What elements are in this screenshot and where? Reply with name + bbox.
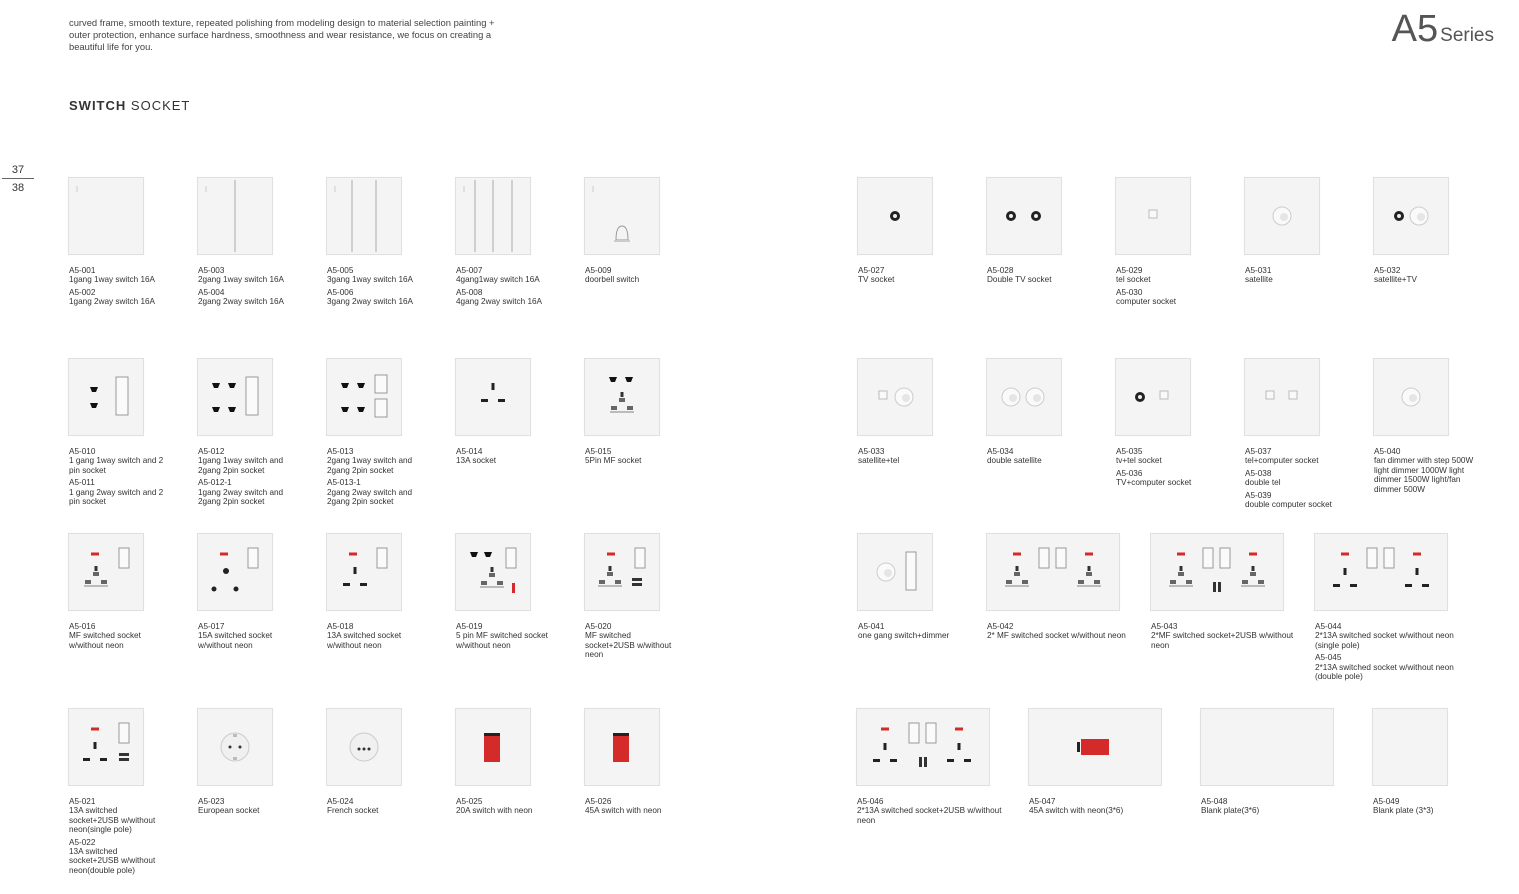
20a-switch-neon-plate	[455, 708, 531, 786]
2x-13a-switched-plate	[1314, 533, 1448, 611]
blank-plate-3x3-plate	[1372, 708, 1448, 786]
product-name: fan dimmer with step 500W light dimmer 1000W light dimmer 1500W light/fan dimmer 500W	[1374, 456, 1474, 494]
product-name: satellite+tel	[858, 456, 900, 466]
switch-2gang-plate	[197, 177, 273, 255]
product-name: 1 gang 1way switch and 2 pin socket	[69, 456, 164, 475]
section-title-light: SOCKET	[130, 98, 191, 113]
15a-switched-socket-icon	[198, 534, 272, 610]
doorbell-switch-icon	[585, 178, 659, 254]
european-socket-icon	[198, 709, 272, 785]
product-code: A5-030	[1116, 287, 1143, 297]
product-name: double tel	[1245, 478, 1281, 488]
mf-switched-usb-plate	[584, 533, 660, 611]
mf-switched-socket-plate	[68, 533, 144, 611]
product-name: 2*MF switched socket+2USB w/without neon	[1151, 631, 1294, 650]
product-name: 13A socket	[456, 456, 497, 466]
45a-switch-neon-3x6-plate	[1028, 708, 1162, 786]
product-description	[69, 622, 164, 653]
product-code: A5-027	[858, 266, 885, 275]
product-name: MF switched socket+2USB w/without neon	[585, 631, 672, 660]
product-description	[585, 797, 680, 819]
page-number-top: 37	[11, 164, 25, 176]
product-name: satellite+TV	[1374, 275, 1418, 285]
product-name: 2* MF switched socket w/without neon	[987, 631, 1126, 641]
product-name: 2gang 1way switch and 2gang 2pin socket	[327, 456, 413, 475]
double-tv-socket-icon	[987, 178, 1061, 254]
product-description	[456, 266, 551, 310]
product-code: A5-045	[1315, 653, 1342, 663]
product-code: A5-028	[987, 266, 1014, 275]
product-description	[327, 797, 422, 819]
product-name: Double TV socket	[987, 275, 1052, 285]
product-description	[987, 622, 1137, 644]
product-description	[1116, 447, 1211, 491]
blank-plate-3x3-icon	[1373, 709, 1447, 785]
product-description	[327, 622, 422, 653]
product-name: tel+computer socket	[1245, 456, 1319, 466]
switch-2gang-icon	[198, 178, 272, 254]
product-description	[585, 447, 680, 469]
french-socket-plate	[326, 708, 402, 786]
product-name: MF switched socket w/without neon	[69, 631, 141, 650]
page-number-divider	[2, 178, 34, 179]
product-code: A5-039	[1245, 490, 1272, 500]
product-name: 2gang 1way switch 16A	[198, 275, 285, 285]
5pin-mf-switched-icon	[456, 534, 530, 610]
product-description	[198, 447, 293, 509]
product-description	[69, 797, 164, 878]
product-name: 45A switch with neon	[585, 806, 662, 816]
product-description	[1245, 266, 1340, 288]
2x-mf-switched-usb-icon	[1151, 534, 1283, 610]
13a-socket-icon	[456, 359, 530, 435]
product-name: 1gang 1way switch 16A	[69, 275, 156, 285]
product-name: tv+tel socket	[1116, 456, 1162, 466]
product-code: A5-013-1	[327, 478, 361, 488]
product-name: 3gang 1way switch 16A	[327, 275, 414, 285]
product-code: A5-042	[987, 622, 1014, 631]
satellite-tel-socket-plate	[857, 358, 933, 436]
product-name: computer socket	[1116, 297, 1177, 307]
product-code: A5-019	[456, 622, 483, 631]
15a-switched-socket-plate	[197, 533, 273, 611]
product-name: 1gang 1way switch and 2gang 2pin socket	[198, 456, 284, 475]
2x-mf-switched-plate	[986, 533, 1120, 611]
product-description	[858, 266, 953, 288]
product-name: European socket	[198, 806, 260, 816]
product-code: A5-013	[327, 447, 354, 456]
45a-switch-neon-icon	[585, 709, 659, 785]
product-code: A5-018	[327, 622, 354, 631]
product-code: A5-040	[1374, 447, 1401, 456]
switch-4gang-icon	[456, 178, 530, 254]
switch-dimmer-plate	[857, 533, 933, 611]
tel-computer-socket-plate	[1244, 358, 1320, 436]
product-name: doorbell switch	[585, 275, 640, 285]
product-code: A5-046	[857, 797, 884, 806]
product-code: A5-047	[1029, 797, 1056, 806]
european-socket-plate	[197, 708, 273, 786]
product-code: A5-014	[456, 447, 483, 456]
switch-4gang-plate	[455, 177, 531, 255]
product-description	[198, 797, 293, 819]
product-description	[1151, 622, 1301, 653]
product-code: A5-003	[198, 266, 225, 275]
tv-socket-icon	[858, 178, 932, 254]
product-description	[987, 447, 1082, 469]
product-description	[456, 447, 551, 469]
product-name: tel socket	[1116, 275, 1151, 285]
product-name: satellite	[1245, 275, 1273, 285]
product-code: A5-011	[69, 478, 95, 488]
blank-plate-3x6-plate	[1200, 708, 1334, 786]
product-description	[857, 797, 1007, 828]
product-name: double computer socket	[1245, 500, 1332, 510]
20a-switch-neon-icon	[456, 709, 530, 785]
product-code: A5-037	[1245, 447, 1272, 456]
13a-switched-socket-plate	[326, 533, 402, 611]
product-description	[456, 622, 551, 653]
satellite-socket-icon	[1245, 178, 1319, 254]
dimmer-socket-icon	[1374, 359, 1448, 435]
satellite-tv-socket-icon	[1374, 178, 1448, 254]
switch-3gang-plate	[326, 177, 402, 255]
mf-switched-usb-icon	[585, 534, 659, 610]
product-code: A5-012-1	[198, 478, 232, 488]
product-description	[1373, 797, 1468, 819]
switch2-2gang-2pin-plate	[326, 358, 402, 436]
product-code: A5-017	[198, 622, 225, 631]
5pin-mf-socket-icon	[585, 359, 659, 435]
satellite-socket-plate	[1244, 177, 1320, 255]
product-name: Blank plate(3*6)	[1201, 806, 1260, 816]
product-code: A5-043	[1151, 622, 1178, 631]
switch-2pin-socket-plate	[68, 358, 144, 436]
switch-2gang-2pin-plate	[197, 358, 273, 436]
2x-mf-switched-icon	[987, 534, 1119, 610]
13a-switched-socket-icon	[327, 534, 401, 610]
product-name: 15A switched socket w/without neon	[198, 631, 273, 650]
product-code: A5-020	[585, 622, 612, 631]
product-name: 2gang 2way switch and 2gang 2pin socket	[327, 487, 413, 507]
product-name: 20A switch with neon	[456, 806, 533, 816]
page-numbers	[2, 164, 34, 194]
product-name: 4gang 2way switch 16A	[456, 297, 543, 307]
product-code: A5-026	[585, 797, 612, 806]
product-description	[987, 266, 1082, 288]
13a-switched-usb-icon	[69, 709, 143, 785]
product-code: A5-010	[69, 447, 96, 456]
45a-switch-neon-plate	[584, 708, 660, 786]
product-description	[1116, 266, 1211, 310]
product-description	[327, 266, 422, 310]
product-name: 5Pin MF socket	[585, 456, 642, 466]
product-description	[858, 447, 953, 469]
product-description	[198, 622, 293, 653]
product-name: 13A switched socket w/without neon	[327, 631, 402, 650]
tel-socket-plate	[1115, 177, 1191, 255]
product-description	[1201, 797, 1351, 819]
product-description	[456, 797, 551, 819]
product-description	[69, 447, 164, 509]
page-number-bottom: 38	[11, 182, 25, 194]
product-name: one gang switch+dimmer	[858, 631, 950, 641]
product-name: 1gang 2way switch and 2gang 2pin socket	[198, 487, 284, 507]
13a-socket-plate	[455, 358, 531, 436]
product-code: A5-022	[69, 837, 96, 847]
product-code: A5-035	[1116, 447, 1143, 456]
product-name: French socket	[327, 806, 379, 816]
product-code: A5-036	[1116, 468, 1143, 478]
5pin-mf-socket-plate	[584, 358, 660, 436]
product-name: 5 pin MF switched socket w/without neon	[456, 631, 548, 650]
tv-tel-socket-plate	[1115, 358, 1191, 436]
switch-1gang-plate	[68, 177, 144, 255]
product-description	[585, 266, 680, 288]
double-tv-socket-plate	[986, 177, 1062, 255]
product-code: A5-015	[585, 447, 612, 456]
product-name: 1 gang 2way switch and 2 pin socket	[69, 487, 164, 507]
product-code: A5-016	[69, 622, 96, 631]
product-name: 2gang 2way switch 16A	[198, 297, 285, 307]
product-code: A5-012	[198, 447, 225, 456]
product-description	[1245, 447, 1340, 512]
tel-computer-socket-icon	[1245, 359, 1319, 435]
product-description	[1374, 447, 1474, 497]
series-code: A5	[1391, 8, 1439, 50]
2x-13a-switched-icon	[1315, 534, 1447, 610]
switch-2pin-socket-icon	[69, 359, 143, 435]
45a-switch-neon-3x6-icon	[1029, 709, 1161, 785]
5pin-mf-switched-plate	[455, 533, 531, 611]
product-name: 2*13A switched socket+2USB w/without neon	[857, 806, 1002, 825]
product-name: Blank plate (3*3)	[1373, 806, 1434, 816]
product-code: A5-002	[69, 287, 96, 297]
13a-switched-usb-plate	[68, 708, 144, 786]
product-code: A5-005	[327, 266, 354, 275]
product-code: A5-034	[987, 447, 1014, 456]
product-name: 2*13A switched socket w/without neon (single pole)	[1315, 631, 1454, 650]
product-name: 45A switch with neon(3*6)	[1029, 806, 1124, 816]
2x-13a-switched-usb-plate	[856, 708, 990, 786]
product-name: double satellite	[987, 456, 1042, 466]
product-name: 13A switched socket+2USB w/without neon(single pole)	[69, 806, 156, 835]
mf-switched-socket-icon	[69, 534, 143, 610]
product-name: TV+computer socket	[1116, 478, 1192, 488]
product-description	[858, 622, 953, 644]
french-socket-icon	[327, 709, 401, 785]
product-description	[1029, 797, 1179, 819]
product-description	[198, 266, 293, 310]
switch2-2gang-2pin-icon	[327, 359, 401, 435]
product-code: A5-044	[1315, 622, 1342, 631]
product-code: A5-049	[1373, 797, 1400, 806]
switch-1gang-icon	[69, 178, 143, 254]
2x-mf-switched-usb-plate	[1150, 533, 1284, 611]
product-description	[1374, 266, 1469, 288]
product-code: A5-031	[1245, 266, 1272, 275]
product-code: A5-033	[858, 447, 885, 456]
product-description	[69, 266, 164, 310]
section-title	[69, 98, 190, 113]
product-code: A5-009	[585, 266, 612, 275]
series-logo	[1392, 8, 1494, 51]
product-name: TV socket	[858, 275, 895, 285]
product-name: 3gang 2way switch 16A	[327, 297, 414, 307]
product-code: A5-021	[69, 797, 96, 806]
switch-2gang-2pin-icon	[198, 359, 272, 435]
product-code: A5-024	[327, 797, 354, 806]
blank-plate-3x6-icon	[1201, 709, 1333, 785]
product-description	[1315, 622, 1465, 684]
intro-paragraph: curved frame, smooth texture, repeated polishing from modeling design to material selection painting + outer protection, enhance surface hardness, smoothness and wear resistance, we focus on creating a beautiful life for you.	[69, 17, 495, 52]
product-code: A5-029	[1116, 266, 1143, 275]
product-name: 4gang1way switch 16A	[456, 275, 540, 285]
product-code: A5-041	[858, 622, 885, 631]
product-code: A5-023	[198, 797, 225, 806]
product-code: A5-006	[327, 287, 354, 297]
product-code: A5-032	[1374, 266, 1401, 275]
satellite-tv-socket-plate	[1373, 177, 1449, 255]
product-description	[327, 447, 422, 509]
product-code: A5-007	[456, 266, 483, 275]
doorbell-switch-plate	[584, 177, 660, 255]
double-satellite-icon	[987, 359, 1061, 435]
switch-3gang-icon	[327, 178, 401, 254]
product-code: A5-038	[1245, 468, 1272, 478]
product-name: 2*13A switched socket w/without neon (double pole)	[1315, 662, 1454, 682]
section-title-bold: SWITCH	[69, 98, 127, 113]
series-word: Series	[1440, 25, 1494, 46]
product-code: A5-008	[456, 287, 483, 297]
product-code: A5-025	[456, 797, 483, 806]
dimmer-socket-plate	[1373, 358, 1449, 436]
double-satellite-plate	[986, 358, 1062, 436]
product-code: A5-004	[198, 287, 225, 297]
2x-13a-switched-usb-icon	[857, 709, 989, 785]
product-code: A5-048	[1201, 797, 1228, 806]
product-description	[585, 622, 680, 663]
tv-socket-plate	[857, 177, 933, 255]
product-name: 1gang 2way switch 16A	[69, 297, 156, 307]
product-code: A5-001	[69, 266, 96, 275]
switch-dimmer-icon	[858, 534, 932, 610]
product-name: 13A switched socket+2USB w/without neon(double pole)	[69, 847, 156, 875]
tv-tel-socket-icon	[1116, 359, 1190, 435]
satellite-tel-socket-icon	[858, 359, 932, 435]
tel-socket-icon	[1116, 178, 1190, 254]
